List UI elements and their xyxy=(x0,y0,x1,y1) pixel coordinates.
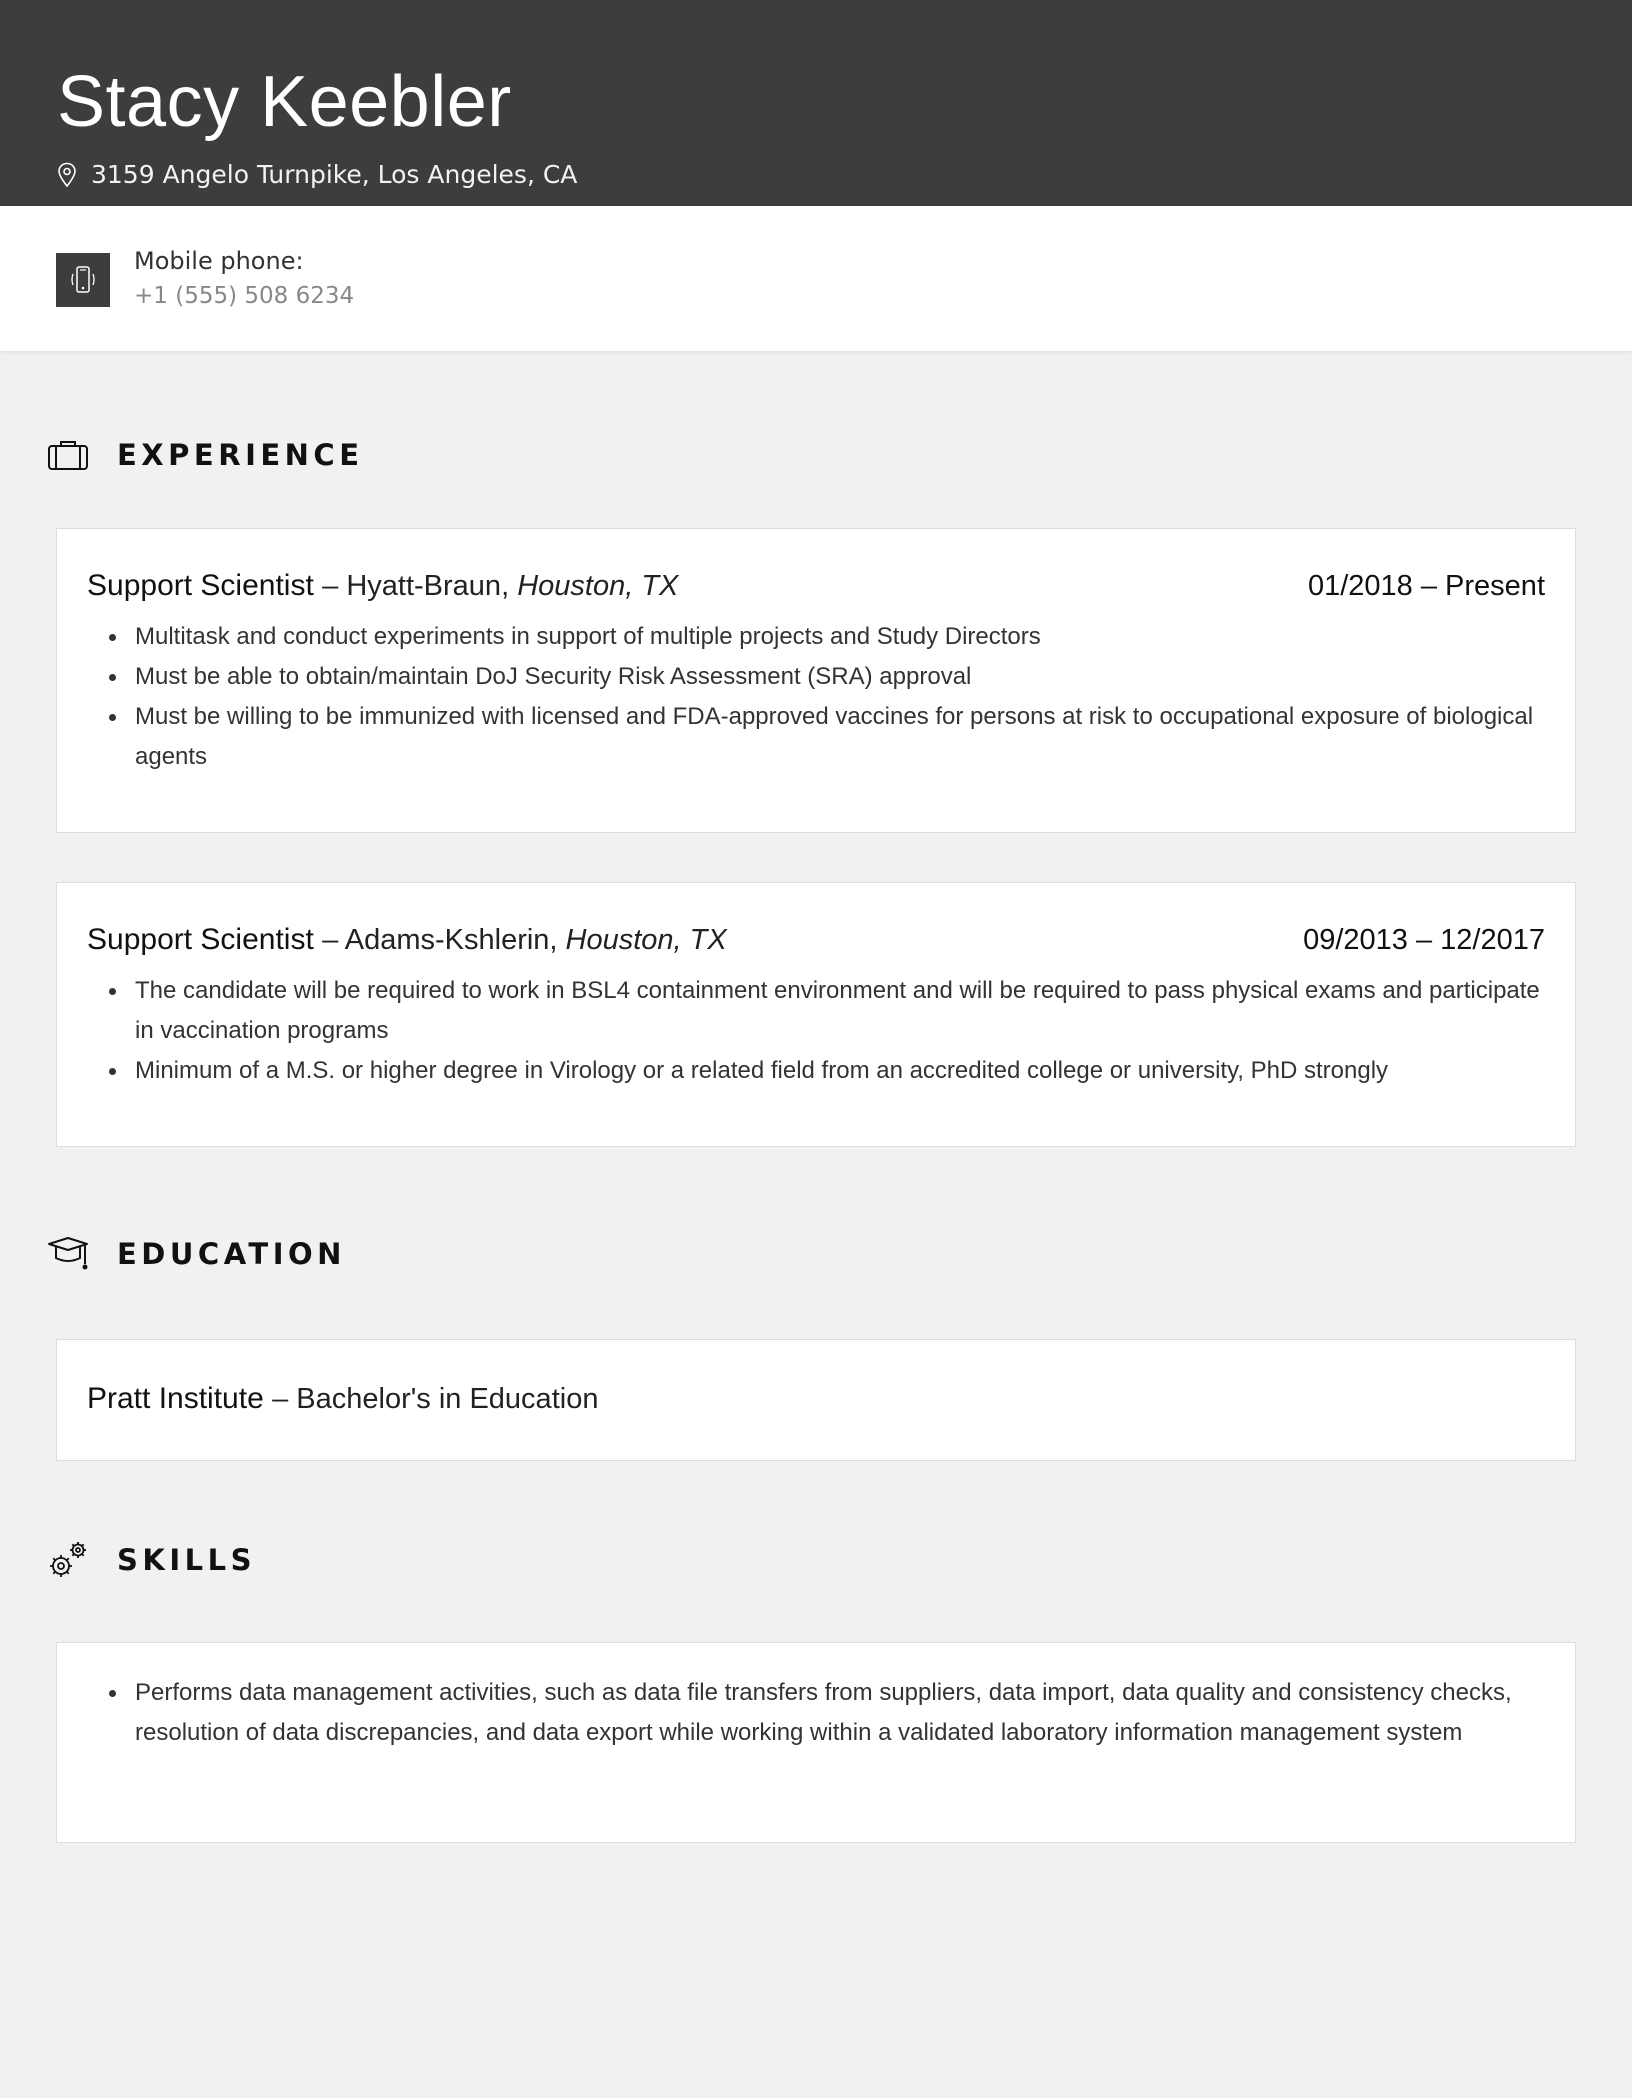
gears-icon xyxy=(47,1539,89,1581)
contact-bar xyxy=(0,206,1632,351)
education-entry: Pratt Institute – Bachelor's in Education xyxy=(87,1382,599,1415)
skills-card xyxy=(56,1642,1576,1843)
job-dates: 01/2018 – Present xyxy=(1307,570,1545,602)
resume-header xyxy=(0,0,1632,206)
briefcase-icon xyxy=(47,439,89,471)
address-text: 3159 Angelo Turnpike, Los Angeles, CA xyxy=(91,160,578,189)
skills-title: SKILLS xyxy=(117,1543,256,1577)
phone-label: Mobile phone: xyxy=(134,247,304,275)
list-item: Must be able to obtain/maintain DoJ Security Risk Assessment (SRA) approval xyxy=(87,657,1545,697)
mobile-phone-icon xyxy=(56,253,110,307)
job-dates: 09/2013 – 12/2017 xyxy=(1303,924,1545,956)
job-title: Support Scientist xyxy=(87,923,314,956)
candidate-name: Stacy Keebler xyxy=(57,62,512,142)
phone-value: +1 (555) 508 6234 xyxy=(134,283,355,309)
job-company: Hyatt-Braun xyxy=(346,570,502,602)
school-name: Pratt Institute xyxy=(87,1382,264,1415)
location-pin-icon xyxy=(57,162,77,188)
education-title: EDUCATION xyxy=(117,1237,346,1271)
degree-name: Bachelor's in Education xyxy=(296,1383,599,1415)
job-header: Support Scientist – Hyatt-Braun, Houston, TX xyxy=(87,569,679,602)
graduation-cap-icon xyxy=(47,1236,89,1272)
experience-heading xyxy=(0,435,1632,475)
address-line xyxy=(57,160,1632,189)
education-card xyxy=(56,1339,1576,1461)
list-item: The candidate will be required to work in BSL4 containment environment and will be required to pass physical exams and participate in vaccination programs xyxy=(87,971,1545,1051)
list-item: Must be willing to be immunized with licensed and FDA-approved vaccines for persons at risk to occupational exposure of biological agents xyxy=(87,697,1545,777)
education-heading xyxy=(0,1234,1632,1274)
job-bullets xyxy=(87,617,1545,777)
experience-title: EXPERIENCE xyxy=(117,438,364,472)
job-card xyxy=(56,882,1576,1147)
phone-block xyxy=(134,244,354,351)
job-company: Adams-Kshlerin xyxy=(344,924,550,956)
skills-heading xyxy=(0,1540,1632,1580)
list-item: Performs data management activities, such as data file transfers from suppliers, data import, data quality and consistency checks, resolution of data discrepancies, and data export while working within a validated laboratory information management system xyxy=(87,1673,1545,1753)
job-card xyxy=(56,528,1576,833)
job-location: Houston, TX xyxy=(517,570,679,602)
job-header: Support Scientist – Adams-Kshlerin, Houston, TX xyxy=(87,923,727,956)
job-location: Houston, TX xyxy=(565,924,727,956)
job-title: Support Scientist xyxy=(87,569,314,602)
list-item: Minimum of a M.S. or higher degree in Virology or a related field from an accredited college or university, PhD strongly xyxy=(87,1051,1545,1091)
job-bullets xyxy=(87,971,1545,1091)
skills-list xyxy=(87,1673,1545,1753)
list-item: Multitask and conduct experiments in support of multiple projects and Study Directors xyxy=(87,617,1545,657)
